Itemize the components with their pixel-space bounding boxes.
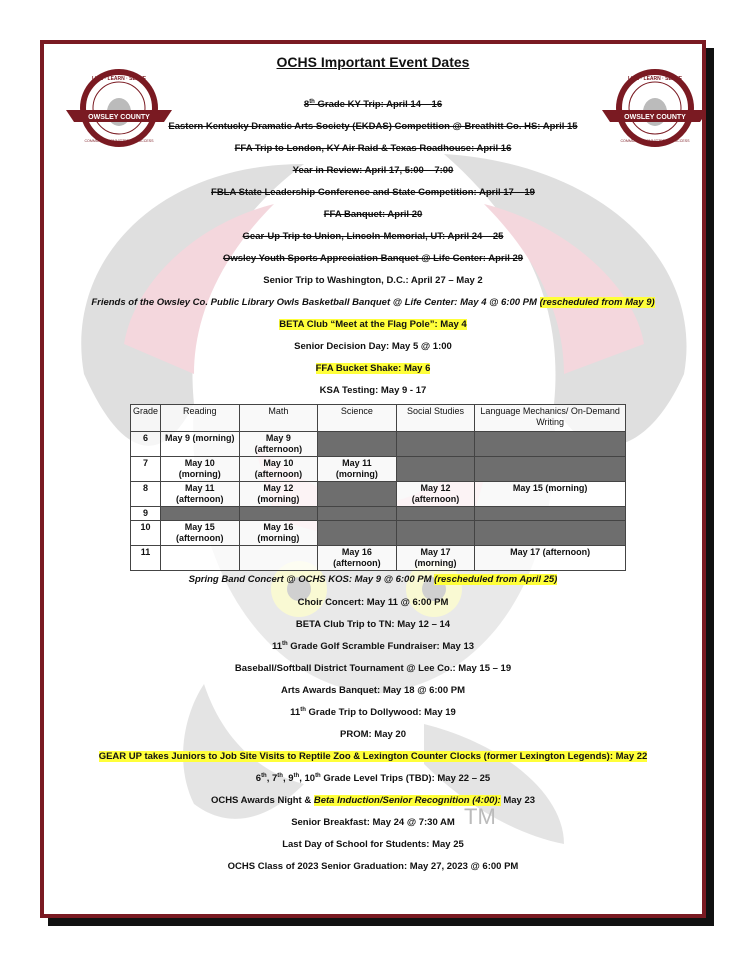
reschedule-note: (rescheduled from May 9) bbox=[539, 297, 655, 308]
trademark-mark: TM bbox=[464, 804, 496, 829]
table-row: 6 May 9 (morning) May 9 (afternoon) bbox=[131, 432, 626, 457]
event-choir-concert: Choir Concert: May 11 @ 6:00 PM bbox=[297, 597, 449, 608]
event-gear-up-union: Gear-Up Trip to Union, Lincoln-Memorial, UT: April 24 – 25 bbox=[242, 231, 504, 242]
event-golf-scramble: 11th Grade Golf Scramble Fundraiser: May 13 bbox=[271, 641, 475, 653]
flyer-frame bbox=[40, 40, 706, 918]
col-math: Math bbox=[239, 405, 318, 432]
event-beta-flag-pole: BETA Club “Meet at the Flag Pole”: May 4 bbox=[279, 319, 467, 330]
event-year-in-review: Year in Review: April 17, 5:00 – 7:00 bbox=[292, 165, 454, 176]
table-row: 7 May 10 (morning) May 10 (afternoon) May 11 (morning) bbox=[131, 457, 626, 482]
event-senior-trip-dc: Senior Trip to Washington, D.C.: April 27 – May 2 bbox=[263, 275, 483, 286]
table-row: 9 bbox=[131, 507, 626, 521]
event-prom: PROM: May 20 bbox=[340, 729, 406, 740]
ksa-schedule-table bbox=[130, 404, 626, 571]
event-dollywood: 11th Grade Trip to Dollywood: May 19 bbox=[290, 707, 456, 719]
col-social-studies: Social Studies bbox=[396, 405, 475, 432]
svg-text:OWSLEY COUNTY: OWSLEY COUNTY bbox=[624, 114, 686, 121]
event-spring-band: Spring Band Concert @ OCHS KOS: May 9 @ 6:00 PM (rescheduled from April 25) bbox=[188, 574, 558, 585]
event-ksa-testing: KSA Testing: May 9 - 17 bbox=[319, 385, 427, 396]
table-row: 8 May 11 (afternoon) May 12 (morning) May 12 (afternoon) May 15 (morning) bbox=[131, 482, 626, 507]
event-ffa-london: FFA Trip to London, KY Air Raid & Texas Roadhouse: April 16 bbox=[234, 143, 512, 154]
event-grade-level-trips: 6th, 7th, 9th, 10th Grade Level Trips (TBD): May 22 – 25 bbox=[255, 773, 491, 785]
table-row: 11 May 16 (afternoon) May 17 (morning) May 17 (afternoon) bbox=[131, 546, 626, 571]
table-row: 10 May 15 (afternoon) May 16 (morning) bbox=[131, 521, 626, 546]
event-friends-library: Friends of the Owsley Co. Public Library Owls Basketball Banquet @ Life Center: May 4 @ 6:00 PM (rescheduled from May 9) bbox=[91, 297, 655, 308]
svg-text:LIVE · LEARN · SERVE: LIVE · LEARN · SERVE bbox=[91, 76, 147, 82]
event-fbla: FBLA State Leadership Conference and State Competition: April 17 – 19 bbox=[211, 187, 535, 198]
reschedule-note: (rescheduled from April 25) bbox=[434, 574, 558, 585]
event-ffa-bucket: FFA Bucket Shake: May 6 bbox=[315, 363, 431, 374]
page-title: OCHS Important Event Dates bbox=[276, 54, 470, 70]
svg-text:LIVE · LEARN · SERVE: LIVE · LEARN · SERVE bbox=[627, 76, 683, 82]
col-grade: Grade bbox=[131, 405, 161, 432]
event-8th-grade-trip: 8th Grade KY Trip: April 14 – 16 bbox=[303, 99, 443, 111]
col-language: Language Mechanics/ On-Demand Writing bbox=[475, 405, 626, 432]
event-senior-decision: Senior Decision Day: May 5 @ 1:00 bbox=[294, 341, 452, 352]
event-last-day: Last Day of School for Students: May 25 bbox=[282, 839, 464, 850]
event-arts-awards: Arts Awards Banquet: May 18 @ 6:00 PM bbox=[280, 685, 465, 696]
svg-text:COMMUNITY COMMITTED TO SUCCESS: COMMUNITY COMMITTED TO SUCCESS bbox=[620, 139, 690, 143]
table-header-row bbox=[131, 405, 626, 432]
svg-text:COMMUNITY COMMITTED TO SUCCESS: COMMUNITY COMMITTED TO SUCCESS bbox=[84, 139, 154, 143]
svg-text:OWSLEY COUNTY: OWSLEY COUNTY bbox=[88, 114, 150, 121]
event-ekdas: Eastern Kentucky Dramatic Arts Society (EKDAS) Competition @ Breathitt Co. HS: April 15 bbox=[168, 121, 578, 132]
event-senior-breakfast: Senior Breakfast: May 24 @ 7:30 AM bbox=[291, 817, 455, 828]
event-beta-tn: BETA Club Trip to TN: May 12 – 14 bbox=[295, 619, 451, 630]
event-graduation: OCHS Class of 2023 Senior Graduation: May 27, 2023 @ 6:00 PM bbox=[227, 861, 519, 872]
event-youth-sports: Owsley Youth Sports Appreciation Banquet @ Life Center: April 29 bbox=[222, 253, 524, 264]
col-science: Science bbox=[318, 405, 397, 432]
event-ffa-banquet: FFA Banquet: April 20 bbox=[323, 209, 423, 220]
event-gear-up-juniors: GEAR UP takes Juniors to Job Site Visits to Reptile Zoo & Lexington Counter Clocks (former Lexington Legends): May 22 bbox=[98, 751, 648, 762]
col-reading: Reading bbox=[161, 405, 240, 432]
event-district-tournament: Baseball/Softball District Tournament @ Lee Co.: May 15 – 19 bbox=[234, 663, 512, 674]
event-awards-night: OCHS Awards Night & Beta Induction/Senior Recognition (4:00): May 23 bbox=[210, 795, 536, 806]
